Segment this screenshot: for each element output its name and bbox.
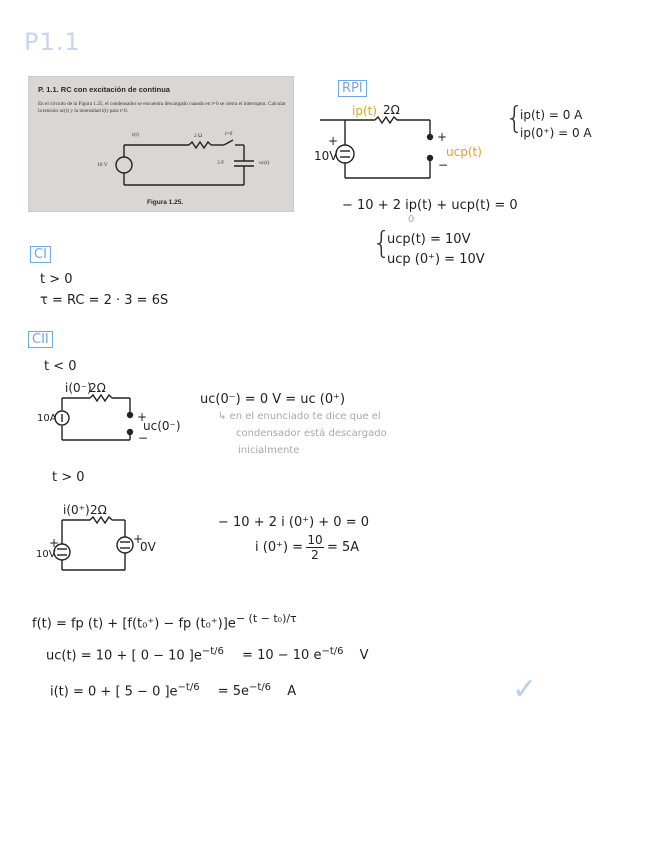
cii-uc-label: uc(0⁻) <box>143 419 181 433</box>
cii-resistor2-label: 2Ω <box>90 503 107 517</box>
i-exp-2: −t/6 <box>249 682 272 693</box>
cii-resistor-label: 2Ω <box>89 381 106 395</box>
cii-cap-plus: + <box>133 532 144 546</box>
rp-res-brace: { <box>372 226 392 261</box>
cii-cond-pos: t > 0 <box>52 470 85 485</box>
rp-cond-2: ip(0⁺) = 0 A <box>520 126 592 140</box>
page-title: P1.1 <box>24 28 81 56</box>
cii-cap-voltage: 0V <box>140 540 156 554</box>
rp-label: RPI <box>338 80 367 97</box>
cii-i0-lhs: i (0⁺) = <box>255 540 304 555</box>
cii-src2-plus: + <box>49 536 60 550</box>
problem-heading: P. 1.1. RC con excitación de continua <box>38 85 170 94</box>
i-lhs: i(t) = 0 + [ 5 − 0 ]e <box>50 684 178 700</box>
problem-statement: En el circuito de la Figura 1.25, el condensador se encuentra descargado cuando en t=0 se cierra el interruptor. Calcular la tensión uc(t) y la intensidad i(t) para t>0. <box>38 101 286 114</box>
general-exp: − (t − t₀)/τ <box>235 612 297 625</box>
general-formula <box>32 612 297 631</box>
cii-kvl: − 10 + 2 i (0⁺) + 0 = 0 <box>218 515 370 530</box>
cii-i0p-label: i(0⁺) <box>63 503 90 517</box>
rp-kvl: − 10 + 2 ip(t) + ucp(t) = 0 <box>342 198 518 213</box>
uc-exp-1: −t/6 <box>201 646 224 657</box>
cii-i0-numerator: 10 <box>307 533 323 547</box>
cii-note-3: inicialmente <box>238 445 300 456</box>
i-formula <box>50 682 296 699</box>
problem-capacitor-label: 3 F <box>217 160 225 166</box>
problem-photo <box>28 76 294 212</box>
i-unit: A <box>287 684 297 700</box>
cii-i0-fraction <box>306 533 324 562</box>
uc-formula <box>46 646 369 663</box>
ci-tau: τ = RC = 2 · 3 = 6S <box>40 293 169 308</box>
problem-resistor-label: 2 Ω <box>194 133 203 139</box>
rp-voltage-label: ucp(t) <box>446 145 482 159</box>
rp-plus-src: + <box>328 134 339 148</box>
cii-note-1: ↳ en el enunciado te dice que el <box>218 411 381 422</box>
figure-caption: Figura 1.25. <box>147 199 184 206</box>
cii-plus: + <box>137 410 148 424</box>
cii-label: CII <box>28 331 53 348</box>
cii-source2-label: 10V <box>36 549 56 560</box>
cii-cond-neg: t < 0 <box>44 359 77 374</box>
i-exp-1: −t/6 <box>177 682 200 693</box>
i-mid: = 5e <box>217 684 250 700</box>
cii-minus: − <box>138 431 149 445</box>
cii-i0-denominator: 2 <box>311 548 319 562</box>
rp-cond-1: ip(t) = 0 A <box>520 108 583 122</box>
ci-condition: t > 0 <box>40 272 73 287</box>
problem-circuit <box>29 77 293 211</box>
rp-resistor-label: 2Ω <box>383 103 400 117</box>
problem-switch-label: t=0 <box>225 131 233 137</box>
rp-zero-mark: 0 <box>408 214 415 225</box>
problem-current-label: i(t) <box>132 132 139 138</box>
cii-i0-rhs: = 5A <box>327 540 360 555</box>
uc-lhs: uc(t) = 10 + [ 0 − 10 ]e <box>46 648 202 664</box>
cii-source-label: 10A <box>37 413 57 424</box>
cii-note-2: condensador está descargado <box>236 428 387 439</box>
rp-minus-load: − <box>438 158 449 172</box>
rp-cond-brace: { <box>505 101 525 136</box>
rp-result-2: ucp (0⁺) = 10V <box>387 252 485 267</box>
checkmark-icon: ✓ <box>512 672 538 707</box>
uc-exp-2: −t/6 <box>321 646 344 657</box>
problem-source-label: 10 V <box>97 162 108 168</box>
cii-current-label: i(0⁻) <box>65 381 92 395</box>
rp-current-label: ip(t) <box>352 104 378 118</box>
uc-mid: = 10 − 10 e <box>242 648 322 664</box>
rp-source-label: 10V <box>314 149 338 163</box>
problem-uc-label: uc(t) <box>259 160 270 166</box>
cii-continuity: uc(0⁻) = 0 V = uc (0⁺) <box>200 392 346 407</box>
rp-plus-load: + <box>437 130 448 144</box>
ci-label: CI <box>30 246 51 263</box>
rp-result-1: ucp(t) = 10V <box>387 232 471 247</box>
general-lhs: f(t) = fp (t) + [f(t₀⁺) − fp (t₀⁺)]e <box>32 616 236 632</box>
uc-unit: V <box>359 648 369 664</box>
